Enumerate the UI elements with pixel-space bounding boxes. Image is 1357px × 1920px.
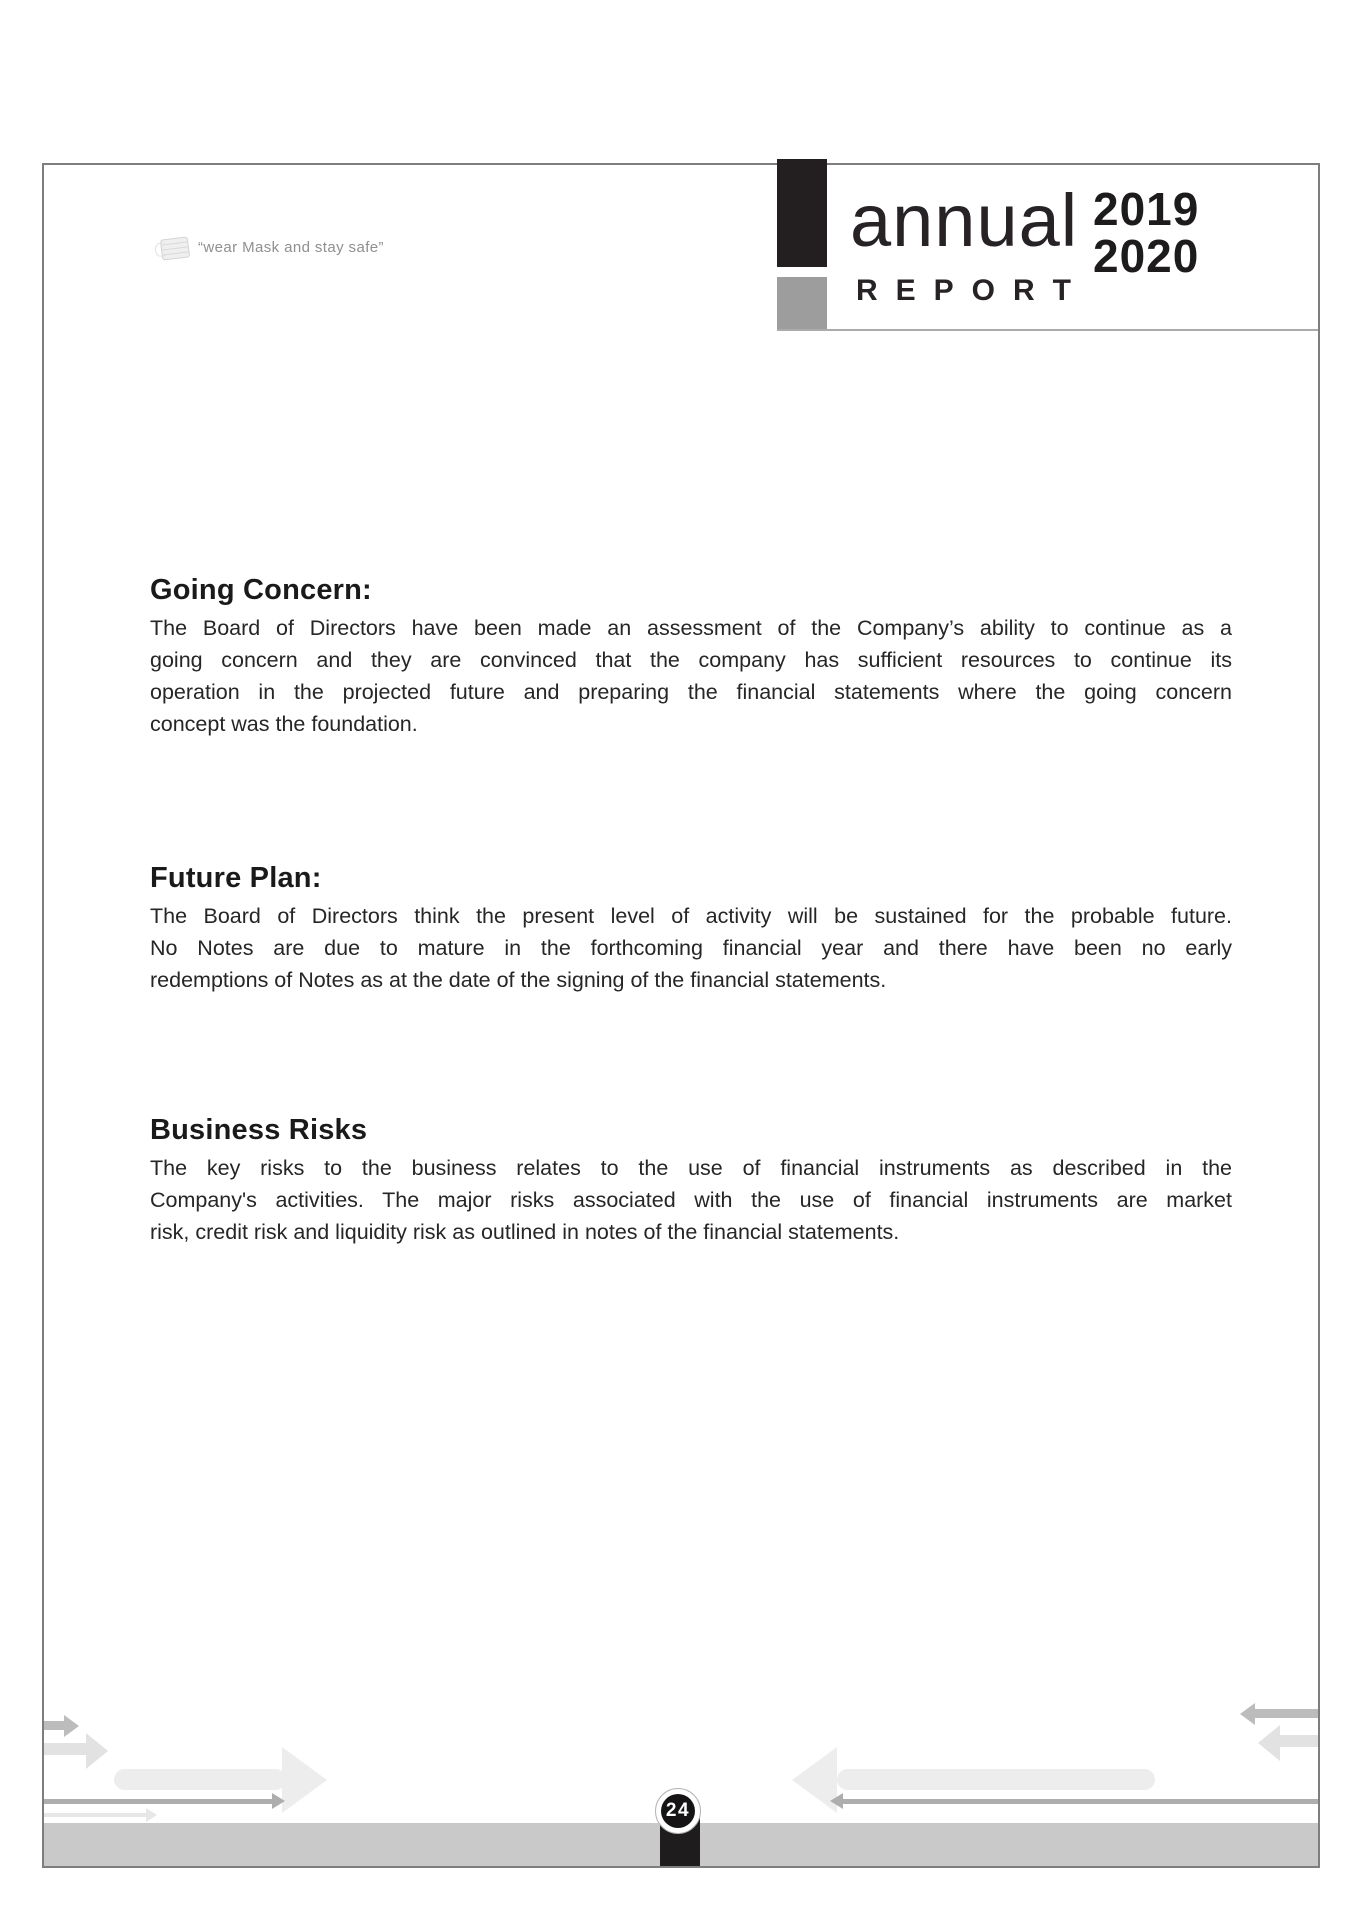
- page-number-badge: [655, 1788, 701, 1834]
- logo-underline: [777, 329, 1318, 331]
- arrow-right-icon: [44, 1813, 146, 1817]
- arrow-right-head-icon: [282, 1747, 327, 1813]
- section-paragraph-future-plan: [150, 900, 1232, 996]
- logo-report-text: REPORT: [856, 274, 1090, 307]
- arrow-left-head-icon: [1258, 1725, 1280, 1761]
- arrow-right-icon: [114, 1769, 286, 1790]
- logo-gray-block: [777, 277, 827, 329]
- paragraph-line: going concern and they are convinced that the company has sufficient resources to continue its: [150, 648, 1232, 672]
- paragraph-line: The key risks to the business relates to the use of financial instruments as described in the: [150, 1156, 1232, 1180]
- paragraph-line: Company's activities. The major risks associated with the use of financial instruments are market: [150, 1188, 1232, 1212]
- logo-black-block: [777, 159, 827, 267]
- logo-year-bottom: 2020: [1093, 230, 1200, 282]
- arrow-right-icon: [44, 1743, 86, 1755]
- paragraph-line: The Board of Directors have been made an assessment of the Company’s ability to continue as a: [150, 616, 1232, 640]
- arrow-right-head-icon: [146, 1808, 157, 1822]
- arrow-left-head-icon: [1240, 1703, 1255, 1725]
- paragraph-line: risk, credit risk and liquidity risk as outlined in notes of the financial statements.: [150, 1220, 900, 1244]
- arrow-right-head-icon: [64, 1715, 79, 1737]
- arrow-right-head-icon: [272, 1793, 285, 1809]
- section-heading-future-plan: Future Plan:: [150, 862, 322, 894]
- mask-note-text: “wear Mask and stay safe”: [198, 239, 384, 256]
- paragraph-line: operation in the projected future and preparing the financial statements where the going concern: [150, 680, 1232, 704]
- mask-note-row: [161, 237, 384, 259]
- logo-year-top: 2019: [1093, 183, 1200, 235]
- logo-years: [1093, 183, 1200, 282]
- arrow-right-icon: [44, 1721, 64, 1730]
- arrow-left-icon: [837, 1769, 1155, 1790]
- page-number: 24: [661, 1794, 695, 1828]
- logo-annual-text: annual: [850, 179, 1079, 262]
- arrow-right-icon: [44, 1799, 272, 1804]
- section-paragraph-business-risks: [150, 1152, 1232, 1248]
- arrow-left-icon: [1255, 1709, 1318, 1718]
- paragraph-line: concept was the foundation.: [150, 712, 418, 736]
- section-heading-business-risks: Business Risks: [150, 1114, 368, 1146]
- arrow-right-head-icon: [86, 1733, 108, 1769]
- face-mask-icon: [160, 236, 190, 260]
- arrow-left-head-icon: [830, 1793, 843, 1809]
- paragraph-line: redemptions of Notes as at the date of the signing of the financial statements.: [150, 968, 887, 992]
- arrow-left-icon: [1280, 1735, 1318, 1747]
- page-frame: [42, 163, 1320, 1868]
- section-heading-going-concern: Going Concern:: [150, 574, 372, 606]
- paragraph-line: The Board of Directors think the present level of activity will be sustained for the probable future.: [150, 904, 1232, 928]
- arrow-left-icon: [843, 1799, 1318, 1804]
- section-paragraph-going-concern: [150, 612, 1232, 740]
- paragraph-line: No Notes are due to mature in the forthcoming financial year and there have been no early: [150, 936, 1232, 960]
